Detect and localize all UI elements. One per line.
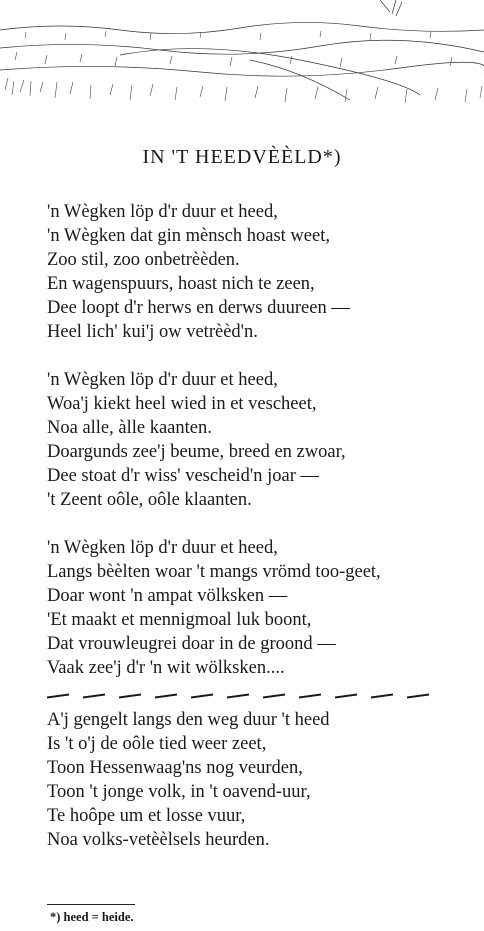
- footnote-rule: [47, 904, 135, 905]
- poem-line: Doargunds zee'j beume, breed en zwoar,: [47, 442, 346, 462]
- poem-line: Langs bèèlten woar 't mangs vrömd too-geet,: [47, 562, 381, 582]
- poem-line: Vaak zee'j d'r 'n wit wölksken....: [47, 658, 285, 678]
- poem-title: IN 'T HEEDVÈÈLD*): [142, 146, 342, 168]
- poem-line: Toon 't jonge volk, in 't oavend-uur,: [47, 782, 311, 802]
- stanza: [47, 708, 429, 852]
- poem-line: 't Zeent oôle, oôle klaanten.: [47, 490, 252, 510]
- poem-line: Is 't o'j de oôle tied weer zeet,: [47, 734, 267, 754]
- footnote: *) heed = heide.: [50, 910, 134, 924]
- stanza: [47, 536, 429, 680]
- poem-line: En wagenspuurs, hoast nich te zeen,: [47, 274, 315, 294]
- poem-line: Noa alle, àlle kaanten.: [47, 418, 212, 438]
- poem-body: [47, 200, 429, 852]
- poem-line: 'n Wègken dat gin mènsch hoast weet,: [47, 226, 330, 246]
- poem-line: Noa volks-vetèèlsels heurden.: [47, 830, 270, 850]
- poem-line: Zoo stil, zoo onbetrèèden.: [47, 250, 240, 270]
- poem-line: 'Et maakt et mennigmoal luk boont,: [47, 610, 312, 630]
- poem-line: Doar wont 'n ampat völksken —: [47, 586, 288, 606]
- stanza: [47, 200, 429, 344]
- dash-separator: [47, 680, 429, 708]
- poem-line: Heel lich' kui'j ow vetrèèd'n.: [47, 322, 258, 342]
- poem-line: 'n Wègken löp d'r duur et heed,: [47, 538, 278, 558]
- poem-line: Te hoôpe um et losse vuur,: [47, 806, 246, 826]
- poem-line: Dat vrouwleugrei doar in de groond —: [47, 634, 336, 654]
- heath-landscape-vignette: [0, 0, 484, 108]
- poem-line: Toon Hessenwaag'ns nog veurden,: [47, 758, 303, 778]
- stanza: [47, 368, 429, 512]
- poem-line: A'j gengelt langs den weg duur 't heed: [47, 710, 330, 730]
- poem-line: Dee loopt d'r herws en derws duureen —: [47, 298, 350, 318]
- poem-line: 'n Wègken löp d'r duur et heed,: [47, 370, 278, 390]
- poem-line: Dee stoat d'r wiss' vescheid'n joar —: [47, 466, 320, 486]
- poem-line: Woa'j kiekt heel wied in et vescheet,: [47, 394, 317, 414]
- poem-line: 'n Wègken löp d'r duur et heed,: [47, 202, 278, 222]
